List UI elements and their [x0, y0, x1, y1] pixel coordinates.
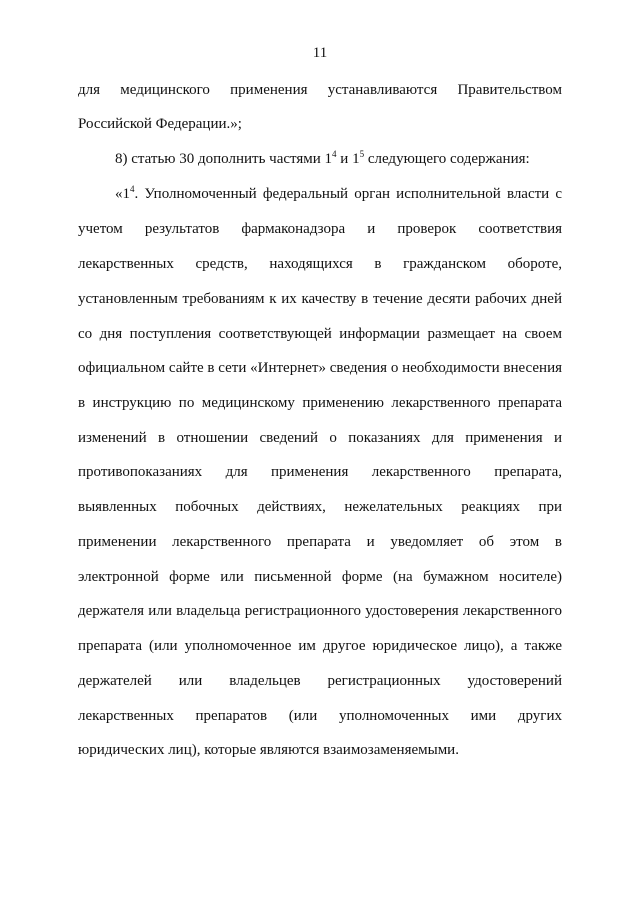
part-1-4-first-line: «$1^4$. Уполномоченный федеральный орган исполнительной власти с [115, 184, 562, 202]
text-line-11: изменений в отношении сведений о показаниях для применения и [78, 430, 562, 446]
text-line-1: для медицинского применения устанавливаются Правительством [78, 82, 562, 98]
text-line-12: противопоказаниях для применения лекарственного препарата, [78, 464, 562, 480]
text-line-2: Российской Федерации.»; [78, 116, 242, 132]
text-line-16: держателя или владельца регистрационного удостоверения лекарственного [78, 603, 562, 619]
text-line-10: в инструкцию по медицинскому применению лекарственного препарата [78, 395, 562, 411]
amendment-item-8: 8) статью 30 дополнить частями $1^4$ и $1^5$ следующего содержания: [115, 149, 530, 167]
text-line-5: учетом результатов фармаконадзора и проверок соответствия [78, 221, 562, 237]
text-line-17: препарата (или уполномоченное им другое юридическое лицо), а также [78, 638, 562, 654]
text-line-20: юридических лиц), которые являются взаимозаменяемыми. [78, 742, 459, 758]
text-line-6: лекарственных средств, находящихся в гражданском обороте, [78, 256, 562, 272]
text-line-7: установленным требованиям к их качеству в течение десяти рабочих дней [78, 291, 562, 307]
text-line-15: электронной форме или письменной форме (на бумажном носителе) [78, 569, 562, 585]
text-line-8: со дня поступления соответствующей информации размещает на своем [78, 326, 562, 342]
text-line-13: выявленных побочных действиях, нежелательных реакциях при [78, 499, 562, 515]
text-line-18: держателей или владельцев регистрационных удостоверений [78, 673, 562, 689]
text-line-9: официальном сайте в сети «Интернет» сведения о необходимости внесения [78, 360, 562, 376]
text-line-14: применении лекарственного препарата и уведомляет об этом в [78, 534, 562, 550]
page-number: 11 [312, 45, 328, 61]
text-line-19: лекарственных препаратов (или уполномоченных ими других [78, 708, 562, 724]
